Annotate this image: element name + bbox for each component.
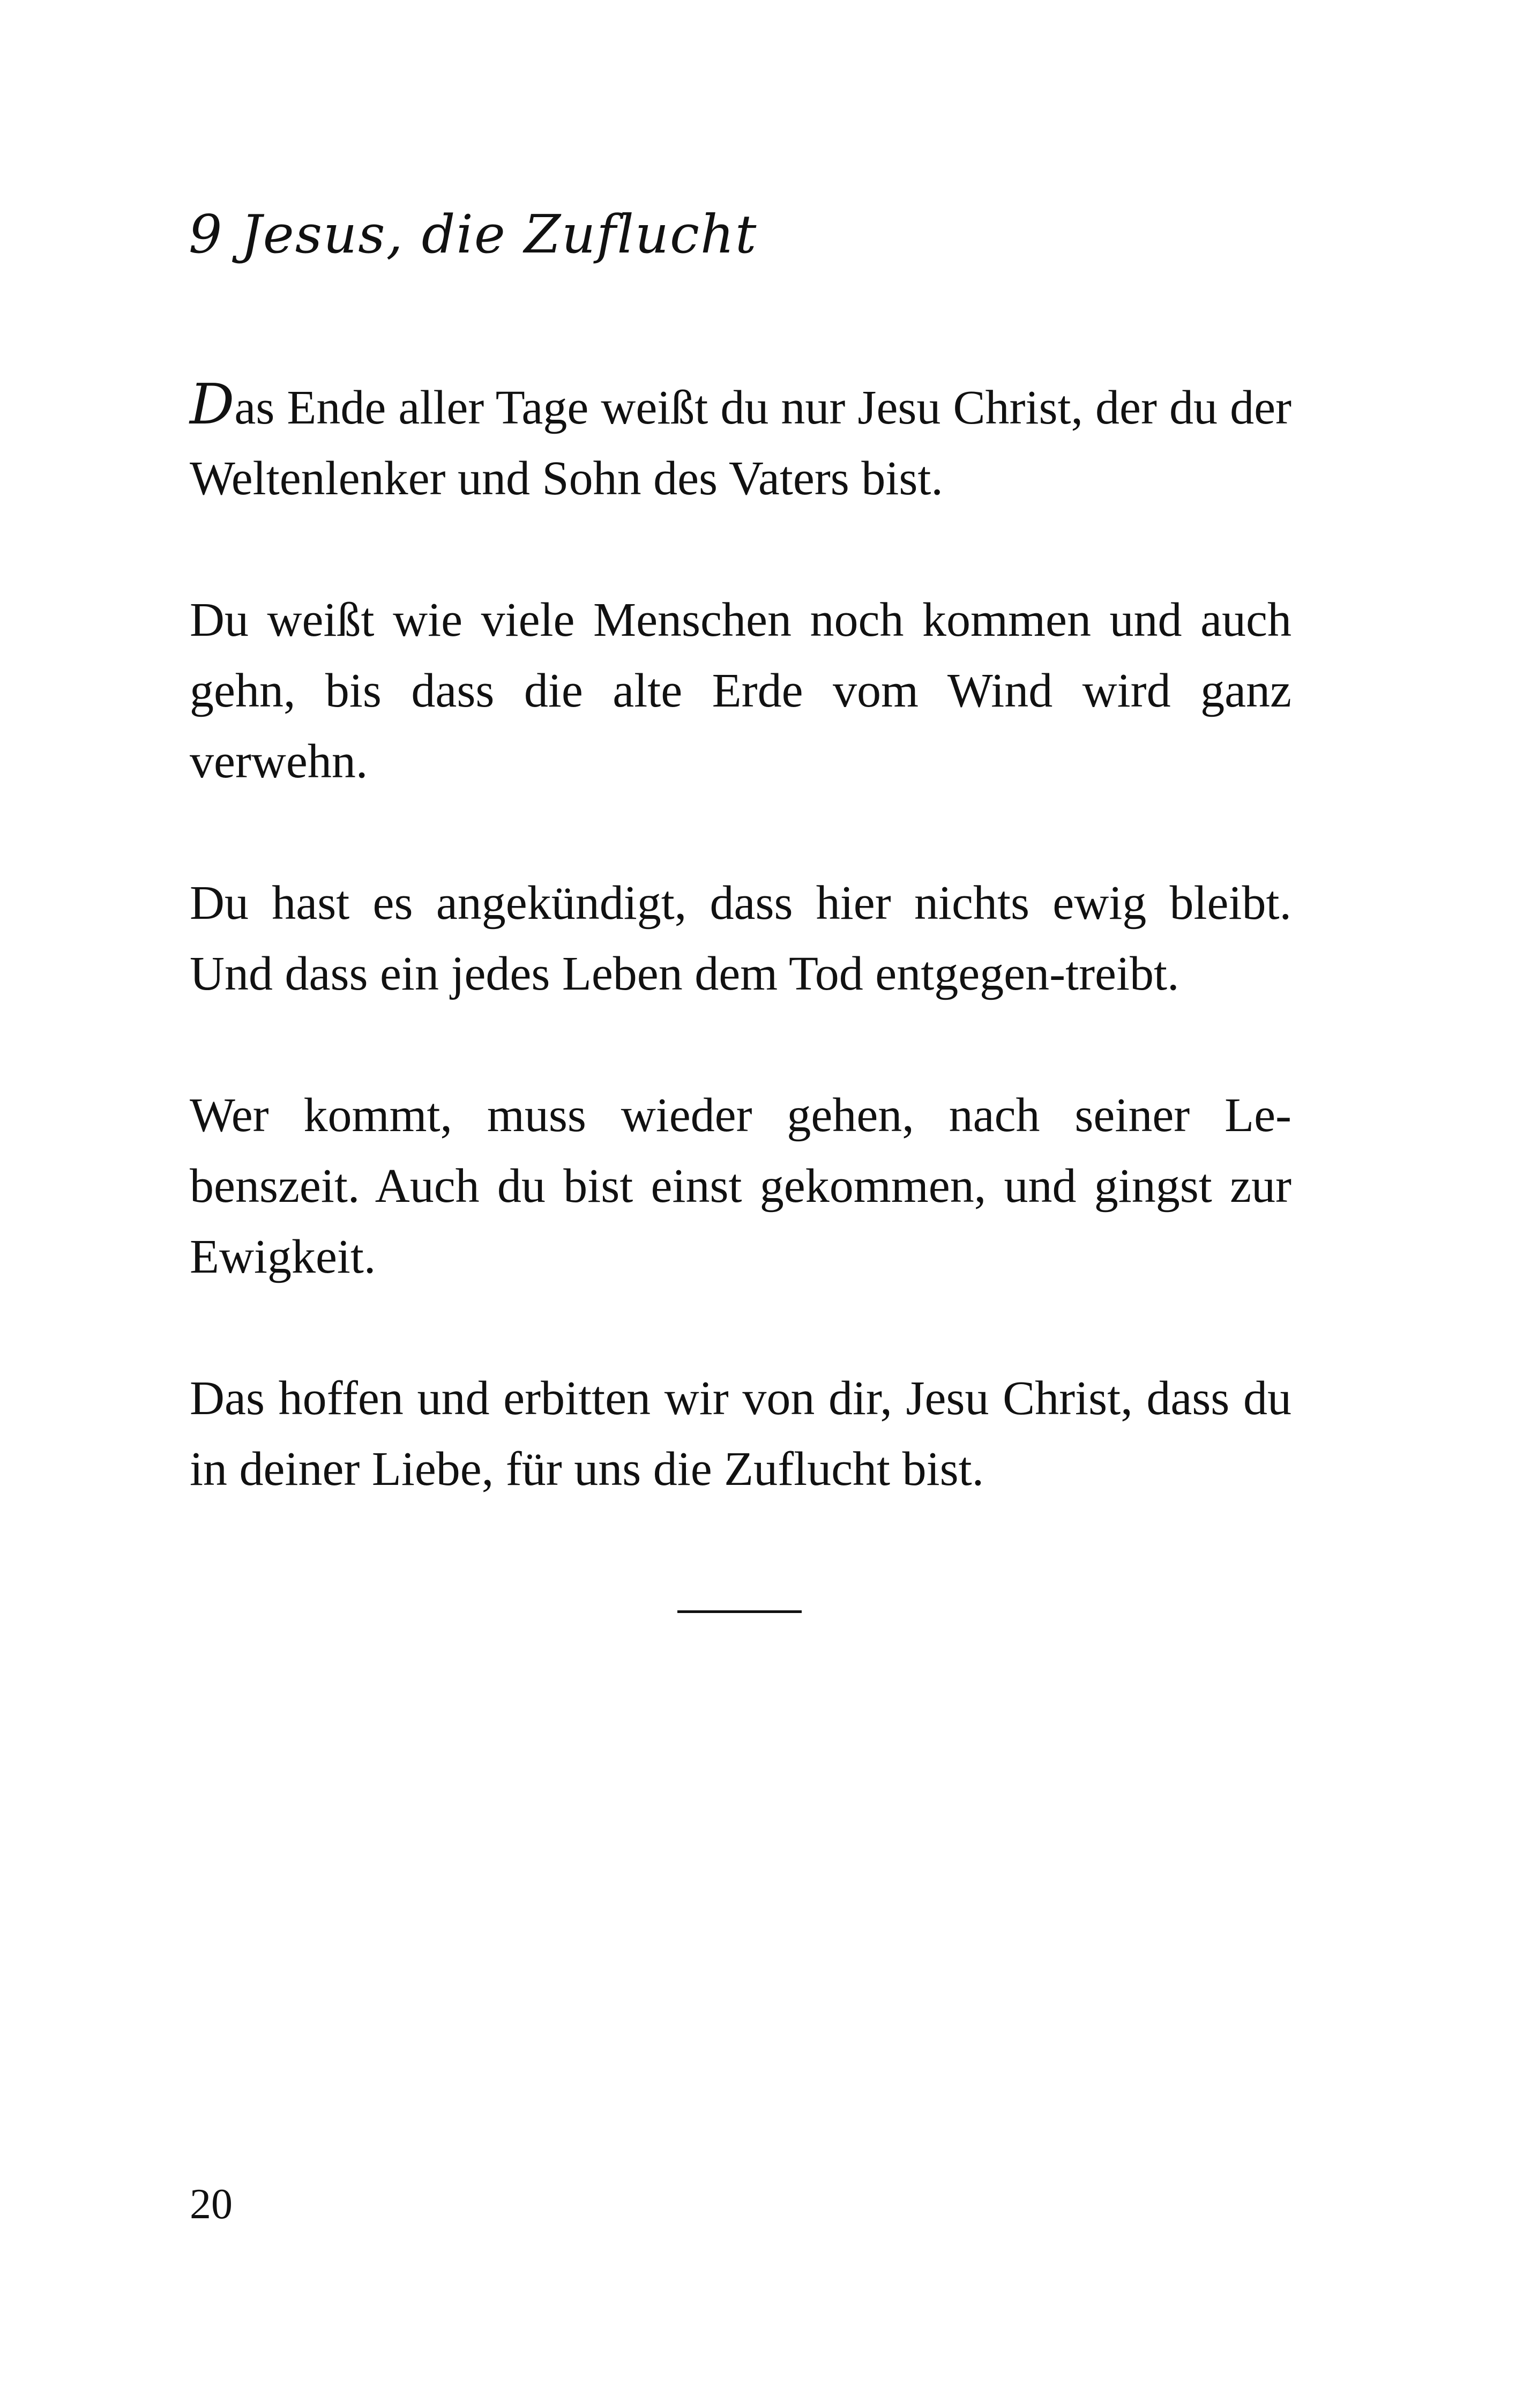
stanza-5: Das hoffen und erbitten wir von dir, Jesu Christ, dass du in deiner Liebe, für uns die Zuflucht bist. xyxy=(190,1372,1291,1496)
stanza-3: Du hast es angekündigt, dass hier nichts ewig bleibt. Und dass ein jedes Leben dem Tod entgegen-treibt. xyxy=(190,876,1291,1000)
stanza-2: Du weißt wie viele Menschen noch kommen und auch gehn, bis dass die alte Erde vom Wind wird ganz verwehn. xyxy=(190,593,1291,788)
drop-cap-initial: D xyxy=(190,371,235,437)
stanza-1 xyxy=(190,369,1291,514)
poem-body xyxy=(190,369,1291,1575)
end-rule-divider xyxy=(677,1610,802,1613)
stanza-1-text: as Ende aller Tage weißt du nur Jesu Christ, der du der Weltenlenker und Sohn des Vaters bist. xyxy=(190,381,1291,505)
chapter-title: 9 Jesus, die Zuflucht xyxy=(189,204,758,265)
page-number: 20 xyxy=(190,2181,233,2228)
stanza-4: Wer kommt, muss wieder gehen, nach seiner Le-benszeit. Auch du bist einst gekommen, und gingst zur Ewigkeit. xyxy=(190,1089,1291,1283)
